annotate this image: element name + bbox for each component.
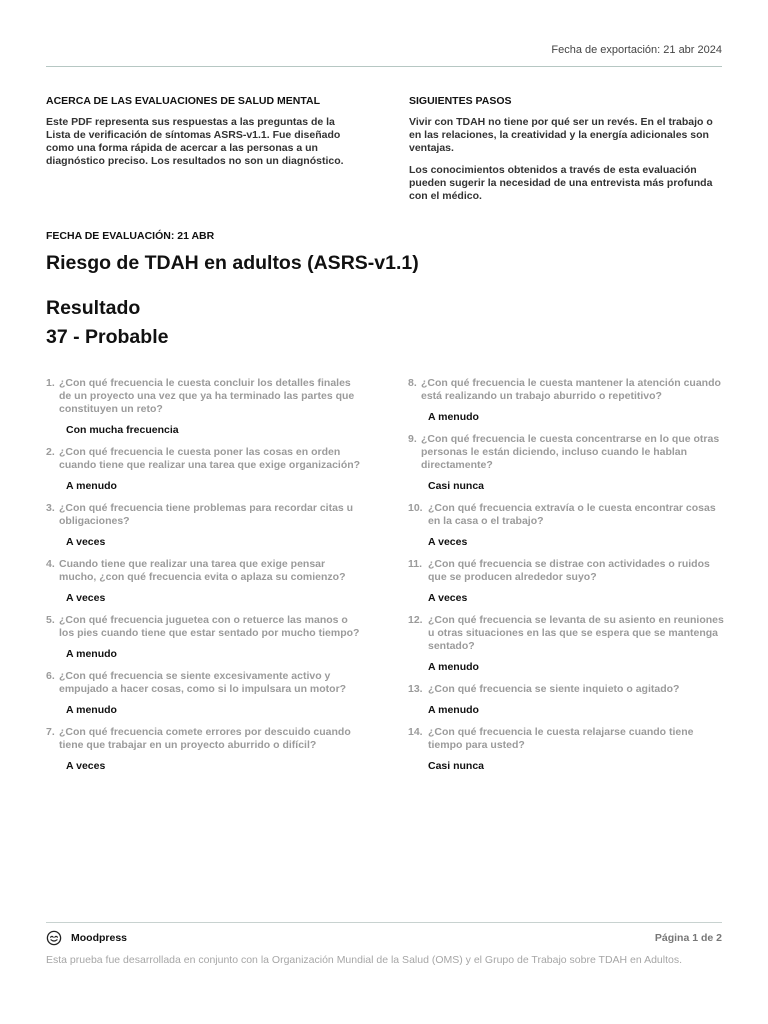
question-text: ¿Con qué frecuencia le cuesta poner las cosas en orden cuando tiene que realizar una tarea que exige organización? [59, 446, 361, 471]
about-text: Este PDF representa sus respuestas a las preguntas de la Lista de verificación de síntomas ASRS-v1.1. Fue diseñado como una forma rápida de acercar a las personas a un diagnóstico preciso. Los resultados no son un diagnóstico. [46, 116, 344, 167]
next-steps-paragraph: Los conocimientos obtenidos a través de esta evaluación pueden sugerir la necesidad de una entrevista más profunda con el médico. [409, 164, 713, 202]
question-item [408, 377, 724, 423]
question-item [46, 377, 362, 436]
question-answer: A menudo [428, 661, 479, 673]
question-answer: A veces [66, 536, 106, 548]
question-number: 12. [408, 614, 423, 626]
questions-column-right [408, 377, 724, 772]
question-answer: A veces [428, 592, 468, 604]
result-label: Resultado [46, 297, 141, 319]
question-text: ¿Con qué frecuencia juguetea con o retuerce las manos o los pies cuando tiene que estar sentado por mucho tiempo? [59, 614, 360, 639]
question-text: ¿Con qué frecuencia le cuesta mantener la atención cuando está realizando un trabajo aburrido o repetitivo? [421, 377, 721, 402]
question-text: Cuando tiene que realizar una tarea que exige pensar mucho, ¿con qué frecuencia evita o aplaza su comienzo? [59, 558, 346, 583]
about-heading: ACERCA DE LAS EVALUACIONES DE SALUD MENTAL [46, 95, 320, 107]
question-number: 1. [46, 377, 55, 389]
question-answer: A menudo [428, 704, 479, 716]
question-text: ¿Con qué frecuencia se distrae con actividades o ruidos que se producen alrededor suyo? [428, 558, 710, 583]
footer-note: Esta prueba fue desarrollada en conjunto con la Organización Mundial de la Salud (OMS) y el Grupo de Trabajo sobre TDAH en Adultos. [46, 954, 683, 966]
header-divider [46, 66, 722, 67]
question-number: 6. [46, 670, 55, 682]
next-steps-paragraph: Vivir con TDAH no tiene por qué ser un revés. En el trabajo o en las relaciones, la creatividad y la energía adicionales son ventajas. [409, 116, 713, 154]
question-item [46, 726, 362, 772]
question-number: 3. [46, 502, 55, 514]
questions-column-left [46, 377, 362, 772]
question-answer: A menudo [66, 648, 117, 660]
question-item [408, 614, 724, 673]
page-title: Riesgo de TDAH en adultos (ASRS-v1.1) [46, 252, 419, 274]
moodpress-logo-icon [46, 930, 62, 946]
page-number: Página 1 de 2 [654, 932, 722, 944]
question-number: 11. [408, 558, 423, 570]
question-item [408, 433, 724, 492]
footer-divider [46, 922, 722, 923]
question-answer: A menudo [66, 704, 117, 716]
export-date: Fecha de exportación: 21 abr 2024 [551, 44, 722, 56]
next-steps-heading: SIGUIENTES PASOS [409, 95, 512, 107]
question-answer: A veces [66, 760, 106, 772]
question-item [408, 683, 724, 716]
question-item [46, 614, 362, 660]
question-text: ¿Con qué frecuencia se levanta de su asiento en reuniones u otras situaciones en las que se espera que se mantenga sentado? [428, 614, 724, 652]
question-number: 5. [46, 614, 55, 626]
question-answer: A menudo [428, 411, 479, 423]
question-text: ¿Con qué frecuencia se siente excesivamente activo y empujado a hacer cosas, como si lo impulsara un motor? [59, 670, 347, 695]
question-number: 13. [408, 683, 423, 695]
question-text: ¿Con qué frecuencia comete errores por descuido cuando tiene que trabajar en un proyecto aburrido o difícil? [59, 726, 351, 751]
brand-name: Moodpress [71, 932, 128, 944]
question-number: 2. [46, 446, 55, 458]
question-answer: Con mucha frecuencia [66, 424, 179, 436]
question-answer: A veces [66, 592, 106, 604]
question-answer: A veces [428, 536, 468, 548]
question-item [408, 558, 724, 604]
question-answer: A menudo [66, 480, 117, 492]
question-number: 14. [408, 726, 423, 738]
question-text: ¿Con qué frecuencia le cuesta relajarse cuando tiene tiempo para usted? [428, 726, 694, 751]
evaluation-date: FECHA DE EVALUACIÓN: 21 ABR [46, 230, 215, 242]
question-text: ¿Con qué frecuencia le cuesta concentrarse en lo que otras personas le están diciendo, incluso cuando le hablan directamente? [421, 433, 720, 471]
question-text: ¿Con qué frecuencia extravía o le cuesta encontrar cosas en la casa o el trabajo? [428, 502, 716, 527]
about-section [46, 95, 361, 177]
question-answer: Casi nunca [428, 760, 485, 772]
question-item [46, 670, 362, 716]
question-number: 7. [46, 726, 55, 738]
question-number: 10. [408, 502, 423, 514]
question-text: ¿Con qué frecuencia se siente inquieto o agitado? [428, 683, 680, 695]
question-number: 9. [408, 433, 417, 445]
question-number: 4. [46, 558, 55, 570]
question-answer: Casi nunca [428, 480, 485, 492]
question-text: ¿Con qué frecuencia tiene problemas para recordar citas u obligaciones? [59, 502, 354, 527]
next-steps-section [409, 95, 724, 212]
question-item [46, 558, 362, 604]
question-item [408, 726, 724, 772]
question-number: 8. [408, 377, 417, 389]
question-item [408, 502, 724, 548]
question-text: ¿Con qué frecuencia le cuesta concluir los detalles finales de un proyecto una vez que ya ha terminado las partes que constituyen un reto? [59, 377, 355, 415]
question-item [46, 446, 362, 492]
result-value: 37 - Probable [46, 326, 169, 348]
moodpress-logo-svg [46, 930, 62, 946]
question-item [46, 502, 362, 548]
